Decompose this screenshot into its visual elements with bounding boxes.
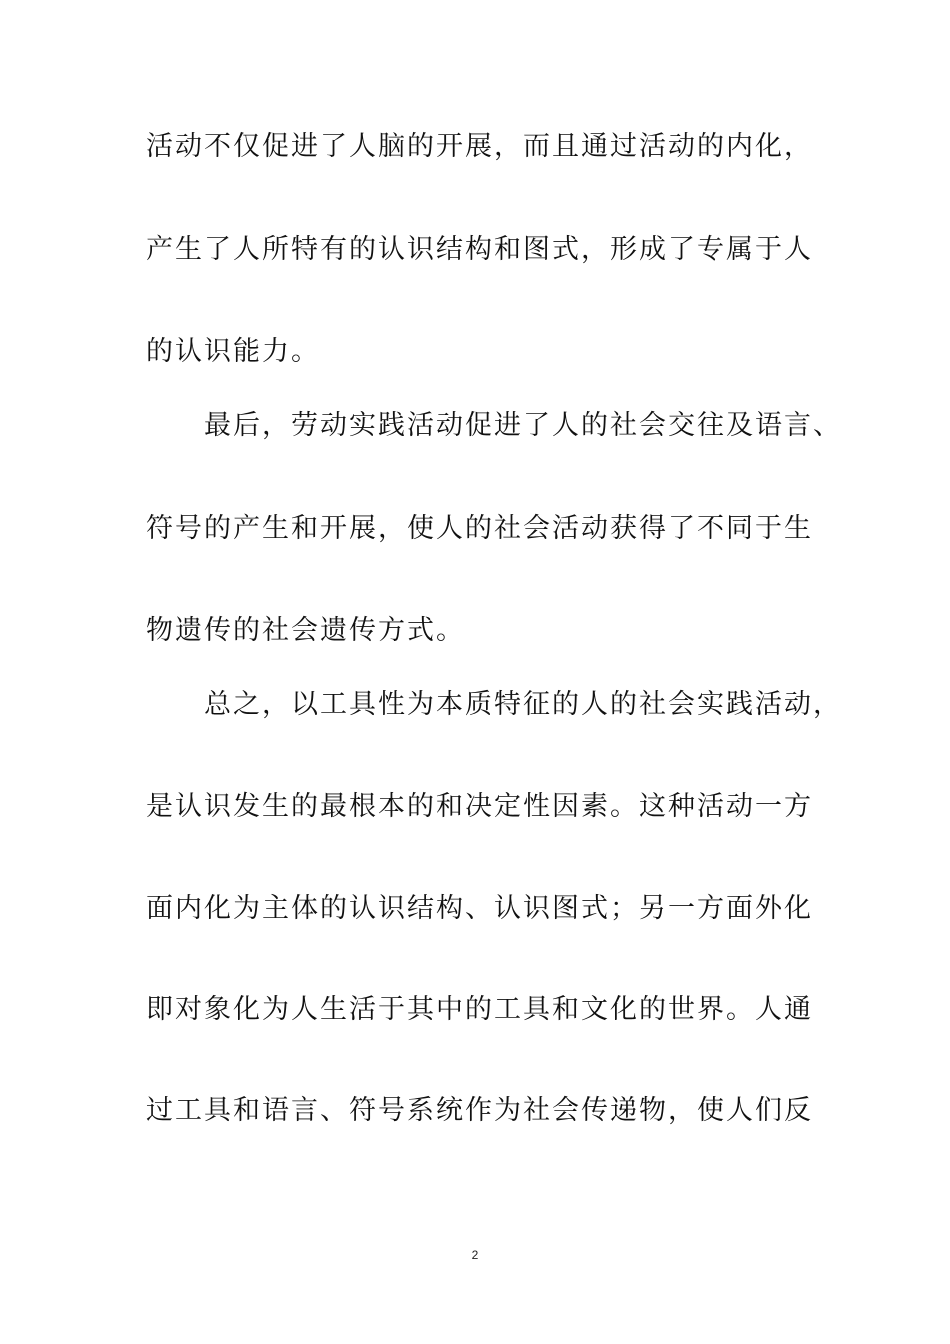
text-line: 的认识能力。	[146, 336, 320, 367]
text-line: 符号的产生和开展，使人的社会活动获得了不同于生	[146, 513, 813, 544]
text-line: 过工具和语言、符号系统作为社会传递物，使人们反	[146, 1095, 813, 1126]
text-line: 面内化为主体的认识结构、认识图式；另一方面外化	[146, 893, 813, 924]
page-number: 2	[471, 1248, 479, 1262]
text-line: 总之，以工具性为本质特征的人的社会实践活动，	[146, 689, 842, 720]
text-line: 即对象化为人生活于其中的工具和文化的世界。人通	[146, 994, 813, 1025]
text-line: 产生了人所特有的认识结构和图式，形成了专属于人	[146, 234, 813, 265]
text-line: 最后，劳动实践活动促进了人的社会交往及语言、	[146, 410, 842, 441]
text-line: 物遗传的社会遗传方式。	[146, 615, 465, 646]
text-line: 活动不仅促进了人脑的开展，而且通过活动的内化，	[146, 131, 813, 162]
text-line: 是认识发生的最根本的和决定性因素。这种活动一方	[146, 791, 813, 822]
